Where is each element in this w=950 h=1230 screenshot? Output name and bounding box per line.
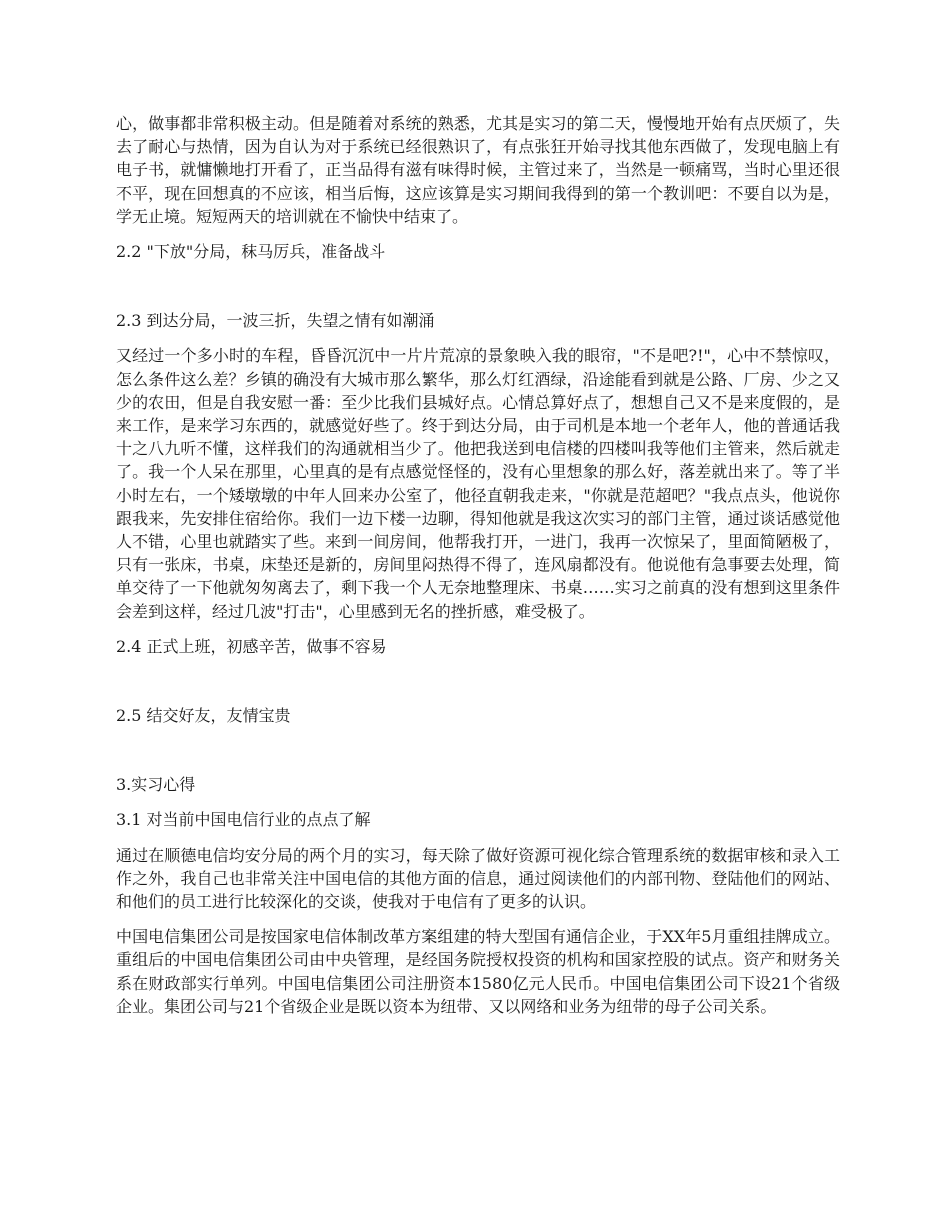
document-page	[116, 112, 840, 1018]
heading-2-2: 2.2 "下放"分局，秣马厉兵，准备战斗	[116, 242, 386, 262]
paragraph-arrival: 又经过一个多小时的车程，昏昏沉沉中一片片荒凉的景象映入我的眼帘，"不是吧?!"，心中不禁惊叹，怎么条件这么差？乡镇的确没有大城市那么繁华，那么灯红酒绿，沿途能看到就是公路、厂房、少之又少的农田，但是自我安慰一番：至少比我们县城好点。心情总算好点了，想想自己又不是来度假的，是来工作，是来学习东西的，就感觉好些了。终于到达分局，由于司机是本地一个老年人，他的普通话我十之八九听不懂，这样我们的沟通就相当少了。他把我送到电信楼的四楼叫我等他们主管来，然后就走了。我一个人呆在那里，心里真的是有点感觉怪怪的，没有心里想象的那么好，落差就出来了。等了半小时左右，一个矮墩墩的中年人回来办公室了，他径直朝我走来，"你就是范超吧？"我点点头，他说你跟我来，先安排住宿给你。我们一边下楼一边聊，得知他就是我这次实习的部门主管，通过谈话感觉他人不错，心里也就踏实了些。来到一间房间，他帮我打开，一进门，我再一次惊呆了，里面简陋极了，只有一张床，书桌，床垫还是新的，房间里闷热得不得了，连风扇都没有。他说他有急事要去处理，简单交待了一下他就匆匆离去了，剩下我一个人无奈地整理床、书桌……实习之前真的没有想到这里条件会差到这样，经过几波"打击"，心里感到无名的挫折感，难受极了。	[116, 346, 840, 621]
heading-2-3: 2.3 到达分局，一波三折，失望之情有如潮涌	[116, 311, 435, 331]
paragraph-training-end: 心，做事都非常积极主动。但是随着对系统的熟悉，尤其是实习的第二天，慢慢地开始有点厌烦了，失去了耐心与热情，因为自认为对于系统已经很熟识了，有点张狂开始寻找其他东西做了，发现电脑上有电子书，就慵懒地打开看了，正当品得有滋有味得时候，主管过来了，当然是一顿痛骂，当时心里还很不平，现在回想真的不应该，相当后悔，这应该算是实习期间我得到的第一个教训吧：不要自以为是，学无止境。短短两天的培训就在不愉快中结束了。	[116, 114, 840, 226]
heading-3-1: 3.1 对当前中国电信行业的点点了解	[116, 810, 371, 830]
paragraph-telecom-intro: 通过在顺德电信均安分局的两个月的实习，每天除了做好资源可视化综合管理系统的数据审核和录入工作之外，我自己也非常关注中国电信的其他方面的信息，通过阅读他们的内部刊物、登陆他们的网站、和他们的员工进行比较深化的交谈，使我对于电信有了更多的认识。	[116, 845, 840, 912]
heading-3: 3.实习心得	[116, 775, 196, 795]
paragraph-china-telecom-group: 中国电信集团公司是按国家电信体制改革方案组建的特大型国有通信企业，于XX年5月重组挂牌成立。重组后的中国电信集团公司由中央管理，是经国务院授权投资的机构和国家控股的试点。资产和财务关系在财政部实行单列。中国电信集团公司注册资本1580亿元人民币。中国电信集团公司下设21个省级企业。集团公司与21个省级企业是既以资本为纽带、又以网络和业务为纽带的母子公司关系。	[116, 927, 840, 1016]
heading-2-5: 2.5 结交好友，友情宝贵	[116, 706, 291, 726]
heading-2-4: 2.4 正式上班，初感辛苦，做事不容易	[116, 636, 387, 656]
